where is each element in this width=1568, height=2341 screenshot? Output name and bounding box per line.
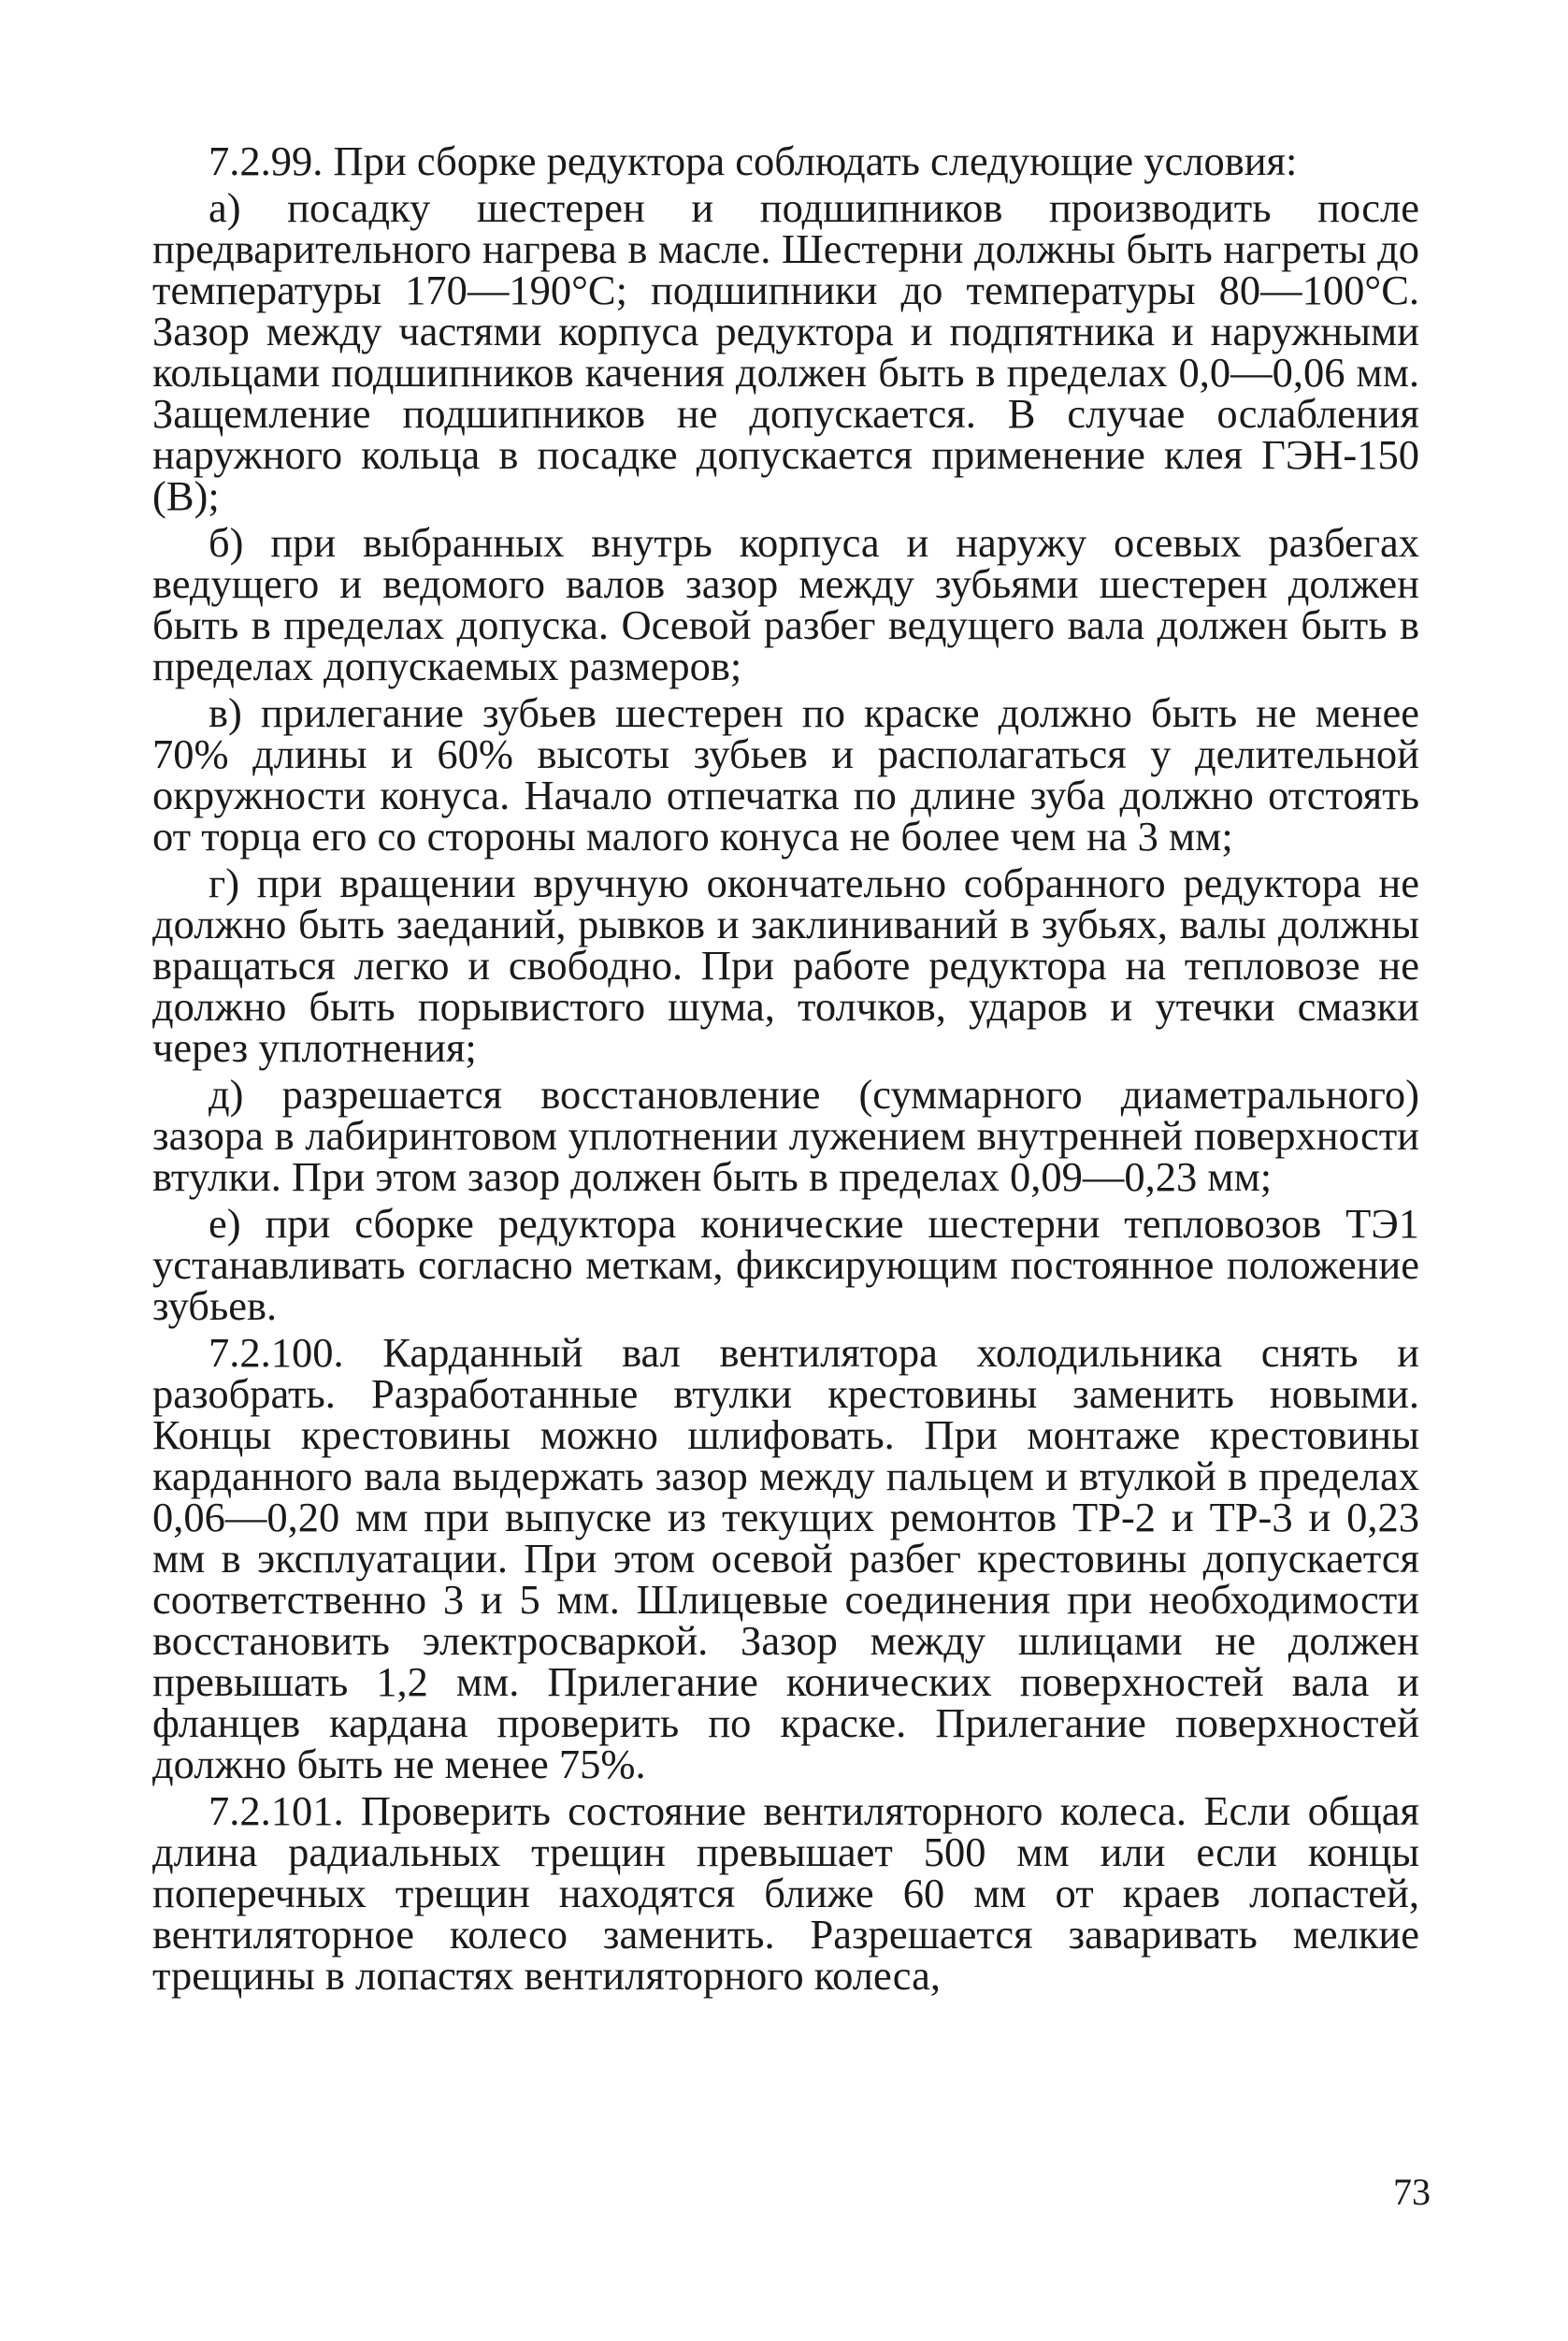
body-text: [152, 137, 1419, 1999]
paragraph-item-d: д) разрешается восстановление (суммарного диаметрального) зазора в лабиринтовом уплотнении лужением внутренней поверхности втулки. При этом зазор должен быть в пределах 0,09—0,23 мм;: [152, 1071, 1419, 1200]
paragraph-7-2-99: 7.2.99. При сборке редуктора соблюдать следующие условия:: [209, 137, 1298, 184]
paragraph-item-b: б) при выбранных внутрь корпуса и наружу осевых разбегах ведущего и ведомого валов зазор между зубьями шестерен должен быть в пределах допуска. Осевой разбег ведущего вала должен быть в пределах допускаемых размеров;: [152, 519, 1419, 689]
paragraph-7-2-101: 7.2.101. Проверить состояние вентиляторного колеса. Если общая длина радиальных трещин превышает 500 мм или если концы поперечных трещин находятся ближе 60 мм от краев лопастей, вентиляторное колесо заменить. Разрешается заваривать мелкие трещины в лопастях вентиляторного колеса,: [152, 1787, 1419, 1999]
paragraph-item-v: в) прилегание зубьев шестерен по краске должно быть не менее 70% длины и 60% высоты зубьев и располагаться у делительной окружности конуса. Начало отпечатка по длине зуба должно отстоять от торца его со стороны малого конуса не более чем на 3 мм;: [152, 689, 1419, 860]
paragraph-item-e: е) при сборке редуктора конические шестерни тепловозов ТЭ1 устанавливать согласно меткам, фиксирующим постоянное положение зубьев.: [152, 1200, 1419, 1329]
paragraph-item-g: г) при вращении вручную окончательно собранного редуктора не должно быть заеданий, рывков и заклиниваний в зубьях, валы должны вращаться легко и свободно. При работе редуктора на тепловозе не должно быть порывистого шума, толчков, ударов и утечки смазки через уплотнения;: [152, 860, 1419, 1071]
paragraph-7-2-100: 7.2.100. Карданный вал вентилятора холодильника снять и разобрать. Разработанные втулки крестовины заменить новыми. Концы крестовины можно шлифовать. При монтаже крестовины карданного вала выдержать зазор между пальцем и втулкой в пределах 0,06—0,20 мм при выпуске из текущих ремонтов ТР-2 и ТР-3 и 0,23 мм в эксплуатации. При этом осевой разбег крестовины допускается соответственно 3 и 5 мм. Шлицевые соединения при необходимости восстановить электросваркой. Зазор между шлицами не должен превышать 1,2 мм. Прилегание конических поверхностей вала и фланцев кардана проверить по краске. Прилегание поверхностей должно быть не менее 75%.: [152, 1329, 1419, 1787]
paragraph-item-a: а) посадку шестерен и подшипников производить после предварительного нагрева в масле. Шестерни должны быть нагреты до температуры 170—190°С; подшипники до температуры 80—100°С. Зазор между частями корпуса редуктора и подпятника и наружными кольцами подшипников качения должен быть в пределах 0,0—0,06 мм. Защемление подшипников не допускается. В случае ослабления наружного кольца в посадке допускается применение клея ГЭН-150 (В);: [152, 184, 1419, 519]
page-number: 73: [1393, 2171, 1431, 2213]
